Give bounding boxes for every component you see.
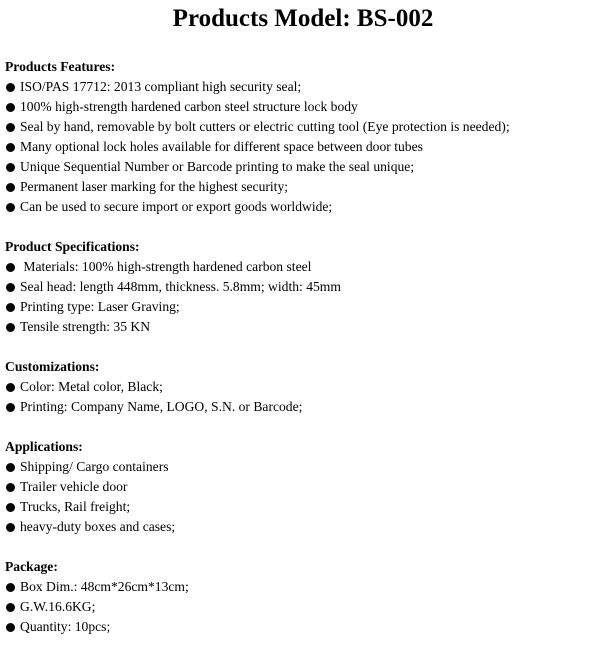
bullet-icon <box>6 583 15 592</box>
list-item <box>5 617 601 637</box>
applications-list <box>5 457 601 537</box>
bullet-icon <box>6 483 15 492</box>
list-item-text: Color: Metal color, Black; <box>20 379 163 394</box>
list-item-text: Trucks, Rail freight; <box>20 499 131 514</box>
features-list <box>5 77 601 217</box>
list-item-text: Trailer vehicle door <box>20 479 128 494</box>
list-item <box>5 117 601 137</box>
section-spacer <box>5 537 601 557</box>
page-title: Products Model: BS-002 <box>172 5 434 32</box>
bullet-icon <box>6 403 15 412</box>
section-heading: Package: <box>5 559 58 574</box>
list-item-text: Printing: Company Name, LOGO, S.N. or Barcode; <box>20 399 303 414</box>
section-heading: Product Specifications: <box>5 239 140 254</box>
list-item <box>5 517 601 537</box>
bullet-icon <box>6 303 15 312</box>
list-item <box>5 257 601 277</box>
bullet-icon <box>6 183 15 192</box>
bullet-icon <box>6 123 15 132</box>
section-applications <box>5 437 601 537</box>
bullet-icon <box>6 203 15 212</box>
list-item-text: G.W.16.6KG; <box>20 599 96 614</box>
customizations-list <box>5 377 601 417</box>
list-item <box>5 137 601 157</box>
section-heading: Applications: <box>5 439 83 454</box>
bullet-icon <box>6 323 15 332</box>
list-item-text: Printing type: Laser Graving; <box>20 299 180 314</box>
list-item <box>5 597 601 617</box>
bullet-icon <box>6 383 15 392</box>
list-item-text: 100% high-strength hardened carbon steel structure lock body <box>20 99 358 114</box>
section-products-features <box>5 57 601 217</box>
list-item <box>5 457 601 477</box>
list-item <box>5 497 601 517</box>
list-item <box>5 317 601 337</box>
list-item-text: heavy-duty boxes and cases; <box>20 519 176 534</box>
list-item <box>5 197 601 217</box>
specifications-list <box>5 257 601 337</box>
bullet-icon <box>6 603 15 612</box>
list-item-text: Materials: 100% high-strength hardened carbon steel <box>20 259 312 274</box>
list-item <box>5 377 601 397</box>
bullet-icon <box>6 283 15 292</box>
bullet-icon <box>6 523 15 532</box>
bullet-icon <box>6 83 15 92</box>
section-package <box>5 557 601 637</box>
section-customizations <box>5 357 601 417</box>
section-heading: Customizations: <box>5 359 100 374</box>
bullet-icon <box>6 463 15 472</box>
list-item-text: Quantity: 10pcs; <box>20 619 111 634</box>
list-item <box>5 577 601 597</box>
bullet-icon <box>6 103 15 112</box>
list-item <box>5 477 601 497</box>
list-item <box>5 297 601 317</box>
list-item <box>5 77 601 97</box>
list-item-text: Seal by hand, removable by bolt cutters or electric cutting tool (Eye protection is needed); <box>20 119 510 134</box>
list-item-text: ISO/PAS 17712: 2013 compliant high security seal; <box>20 79 302 94</box>
bullet-icon <box>6 163 15 172</box>
list-item-text: Permanent laser marking for the highest security; <box>20 179 289 194</box>
package-list <box>5 577 601 637</box>
section-spacer <box>5 217 601 237</box>
content <box>5 57 601 637</box>
list-item <box>5 97 601 117</box>
list-item-text: Box Dim.: 48cm*26cm*13cm; <box>20 579 189 594</box>
list-item-text: Can be used to secure import or export goods worldwide; <box>20 199 333 214</box>
bullet-icon <box>6 143 15 152</box>
list-item <box>5 277 601 297</box>
list-item <box>5 157 601 177</box>
list-item <box>5 177 601 197</box>
section-spacer <box>5 337 601 357</box>
list-item-text: Many optional lock holes available for different space between door tubes <box>20 139 423 154</box>
section-spacer <box>5 417 601 437</box>
bullet-icon <box>6 263 15 272</box>
list-item-text: Tensile strength: 35 KN <box>20 319 151 334</box>
list-item <box>5 397 601 417</box>
section-product-specifications <box>5 237 601 337</box>
section-heading: Products Features: <box>5 59 116 74</box>
bullet-icon <box>6 623 15 632</box>
bullet-icon <box>6 503 15 512</box>
list-item-text: Seal head: length 448mm, thickness. 5.8mm; width: 45mm <box>20 279 341 294</box>
list-item-text: Unique Sequential Number or Barcode printing to make the seal unique; <box>20 159 415 174</box>
list-item-text: Shipping/ Cargo containers <box>20 459 169 474</box>
